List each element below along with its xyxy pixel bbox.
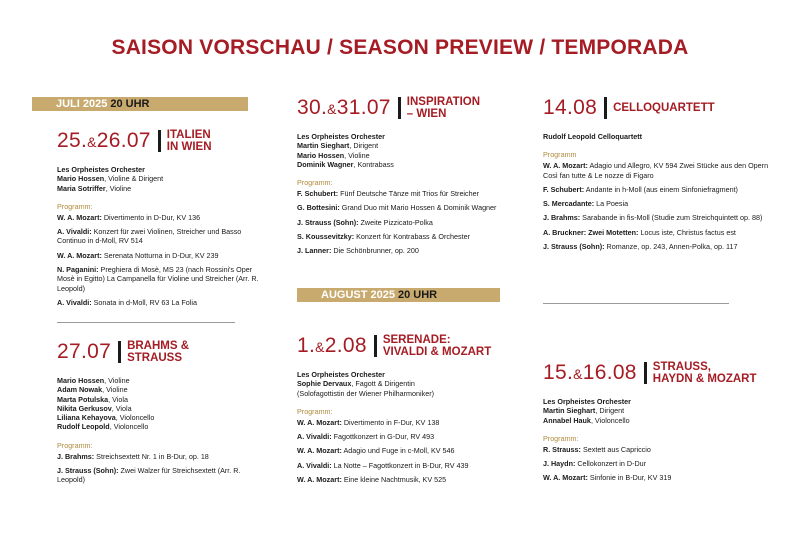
program-item: A. Vivaldi: Konzert für zwei Violinen, Streicher und Basso Continuo in d-Moll, RV 514	[57, 227, 242, 246]
program-item: J. Lanner: Die Schönbrunner, op. 200	[297, 246, 419, 256]
program-item: F. Schubert: Fünf Deutsche Tänze mit Trios für Streicher	[297, 189, 480, 199]
event-header	[297, 334, 517, 358]
event-card	[297, 334, 517, 484]
program-item: A. Vivaldi: Sonata in d-Moll, RV 63 La Folia	[57, 297, 197, 307]
event-title: SERENADE: VIVALDI & MOZART	[382, 334, 492, 358]
event-date: 27.07	[57, 340, 112, 363]
program-item: W. A. Mozart: Sinfonie in B-Dur, KV 319	[543, 473, 672, 483]
event-date: 30.&31.07	[297, 96, 391, 119]
event-header	[297, 96, 517, 120]
program-item: J. Strauss (Sohn): Romanze, op. 243, Annen-Polka, op. 117	[543, 242, 738, 252]
event-header	[543, 361, 783, 385]
divider-bar	[374, 335, 377, 357]
event-title: STRAUSS, HAYDN & MOZART	[652, 361, 757, 385]
divider-bar	[604, 97, 607, 119]
event-date: 14.08	[543, 96, 598, 119]
divider-bar	[644, 362, 647, 384]
separator-line	[543, 303, 729, 304]
event-card	[297, 96, 517, 256]
divider-bar	[118, 341, 121, 363]
event-title: INSPIRATION – WIEN	[406, 96, 481, 120]
program-item: N. Paganini: Preghiera di Mosè, MS 23 (nach Rossini's Oper Mosè in Egitto) La Campanella für Violine und Streicher (Arr. R. Leopold)	[57, 265, 259, 293]
separator-line	[57, 322, 235, 323]
month-banner-july	[32, 97, 248, 111]
performer-list: Mario Hossen, Violine Adam Nowak, Violine Marta Potulska, Viola Nikita Gerkusov, Viola Liliana Kehayova, Violoncello Rudolf Leopold, Violoncello	[57, 376, 155, 432]
event-card	[543, 361, 783, 483]
event-date: 25.&26.07	[57, 129, 151, 152]
program-item: S. Mercadante: La Poesia	[543, 199, 629, 209]
program-item: W. A. Mozart: Adagio und Fuge in c-Moll, KV 546	[297, 446, 455, 456]
event-title: CELLOQUARTETT	[613, 102, 715, 114]
program-item: F. Schubert: Andante in h-Moll (aus einem Sinfoniefragment)	[543, 184, 738, 194]
program-item: R. Strauss: Sextett aus Capriccio	[543, 444, 651, 454]
program-item: W. A. Mozart: Adagio und Allegro, KV 594 Zwei Stücke aus den Opern Così fan tutte & Le nozze di Figaro	[543, 161, 769, 180]
event-date: 15.&16.08	[543, 361, 637, 384]
performer-list: Les Orpheistes Orchester Martin Sieghart, Dirigent Annabel Hauk, Violoncello	[543, 397, 631, 425]
banner-time: 20 UHR	[110, 98, 150, 110]
program-heading: Programm:	[57, 201, 93, 211]
program-item: A. Bruckner: Zwei Motetten: Locus iste, Christus factus est	[543, 227, 736, 237]
program-item: W. A. Mozart: Divertimento in D-Dur, KV 136	[57, 212, 201, 222]
program-item: W. A. Mozart: Eine kleine Nachtmusik, KV 525	[297, 475, 447, 485]
program-heading: Programm:	[57, 440, 93, 450]
program-item: W. A. Mozart: Serenata Notturna in D-Dur, KV 239	[57, 250, 219, 260]
event-card	[543, 96, 778, 251]
divider-bar	[398, 97, 401, 119]
program-item: J. Strauss (Sohn): Zwei Walzer für Streichsextett (Arr. R. Leopold)	[57, 466, 241, 485]
banner-month: AUGUST 2025	[321, 289, 395, 301]
program-item: W. A. Mozart: Divertimento in F-Dur, KV 138	[297, 417, 440, 427]
program-item: A. Vivaldi: Fagottkonzert in G-Dur, RV 493	[297, 432, 435, 442]
program-heading: Programm	[543, 150, 577, 160]
program-item: J. Brahms: Sarabande in fis-Moll (Studie zum Streichquintett op. 88)	[543, 213, 763, 223]
divider-bar	[158, 130, 161, 152]
banner-time: 20 UHR	[397, 289, 438, 301]
event-card	[57, 340, 267, 485]
program-heading: Programm:	[543, 433, 579, 443]
performer-list: Rudolf Leopold Celloquartett	[543, 132, 643, 141]
month-banner-august	[297, 288, 500, 302]
performer-list: Les Orpheistes Orchester Sophie Dervaux, Fagott & Dirigentin (Solofagottistin der Wiener Philharmoniker)	[297, 370, 435, 398]
banner-month: JULI 2025	[56, 98, 108, 110]
program-heading: Programm:	[297, 178, 333, 188]
performer-list: Les Orpheistes Orchester Mario Hossen, Violine & Dirigent Maria Sotriffer, Violine	[57, 165, 164, 193]
page-title: SAISON VORSCHAU / SEASON PREVIEW / TEMPORADA	[111, 36, 689, 59]
event-header	[57, 129, 267, 153]
event-title: ITALIEN IN WIEN	[166, 129, 212, 153]
event-header	[543, 96, 778, 120]
program-item: A. Vivaldi: La Notte – Fagottkonzert in B-Dur, RV 439	[297, 460, 469, 470]
event-title: BRAHMS & STRAUSS	[127, 340, 190, 364]
performer-list: Les Orpheistes Orchester Martin Sieghart, Dirigent Mario Hossen, Violine Dominik Wagner, Kontrabass	[297, 132, 394, 169]
program-item: S. Koussevitzky: Konzert für Kontrabass & Orchester	[297, 232, 470, 242]
event-header	[57, 340, 267, 364]
program-heading: Programm:	[297, 406, 333, 416]
program-item: G. Bottesini: Grand Duo mit Mario Hossen & Dominik Wagner	[297, 203, 497, 213]
program-item: J. Haydn: Cellokonzert in D-Dur	[543, 459, 647, 469]
program-item: J. Strauss (Sohn): Zweite Pizzicato-Polka	[297, 217, 433, 227]
program-item: J. Brahms: Streichsextett Nr. 1 in B-Dur, op. 18	[57, 451, 209, 461]
event-date: 1.&2.08	[297, 334, 367, 357]
event-card	[57, 129, 267, 307]
